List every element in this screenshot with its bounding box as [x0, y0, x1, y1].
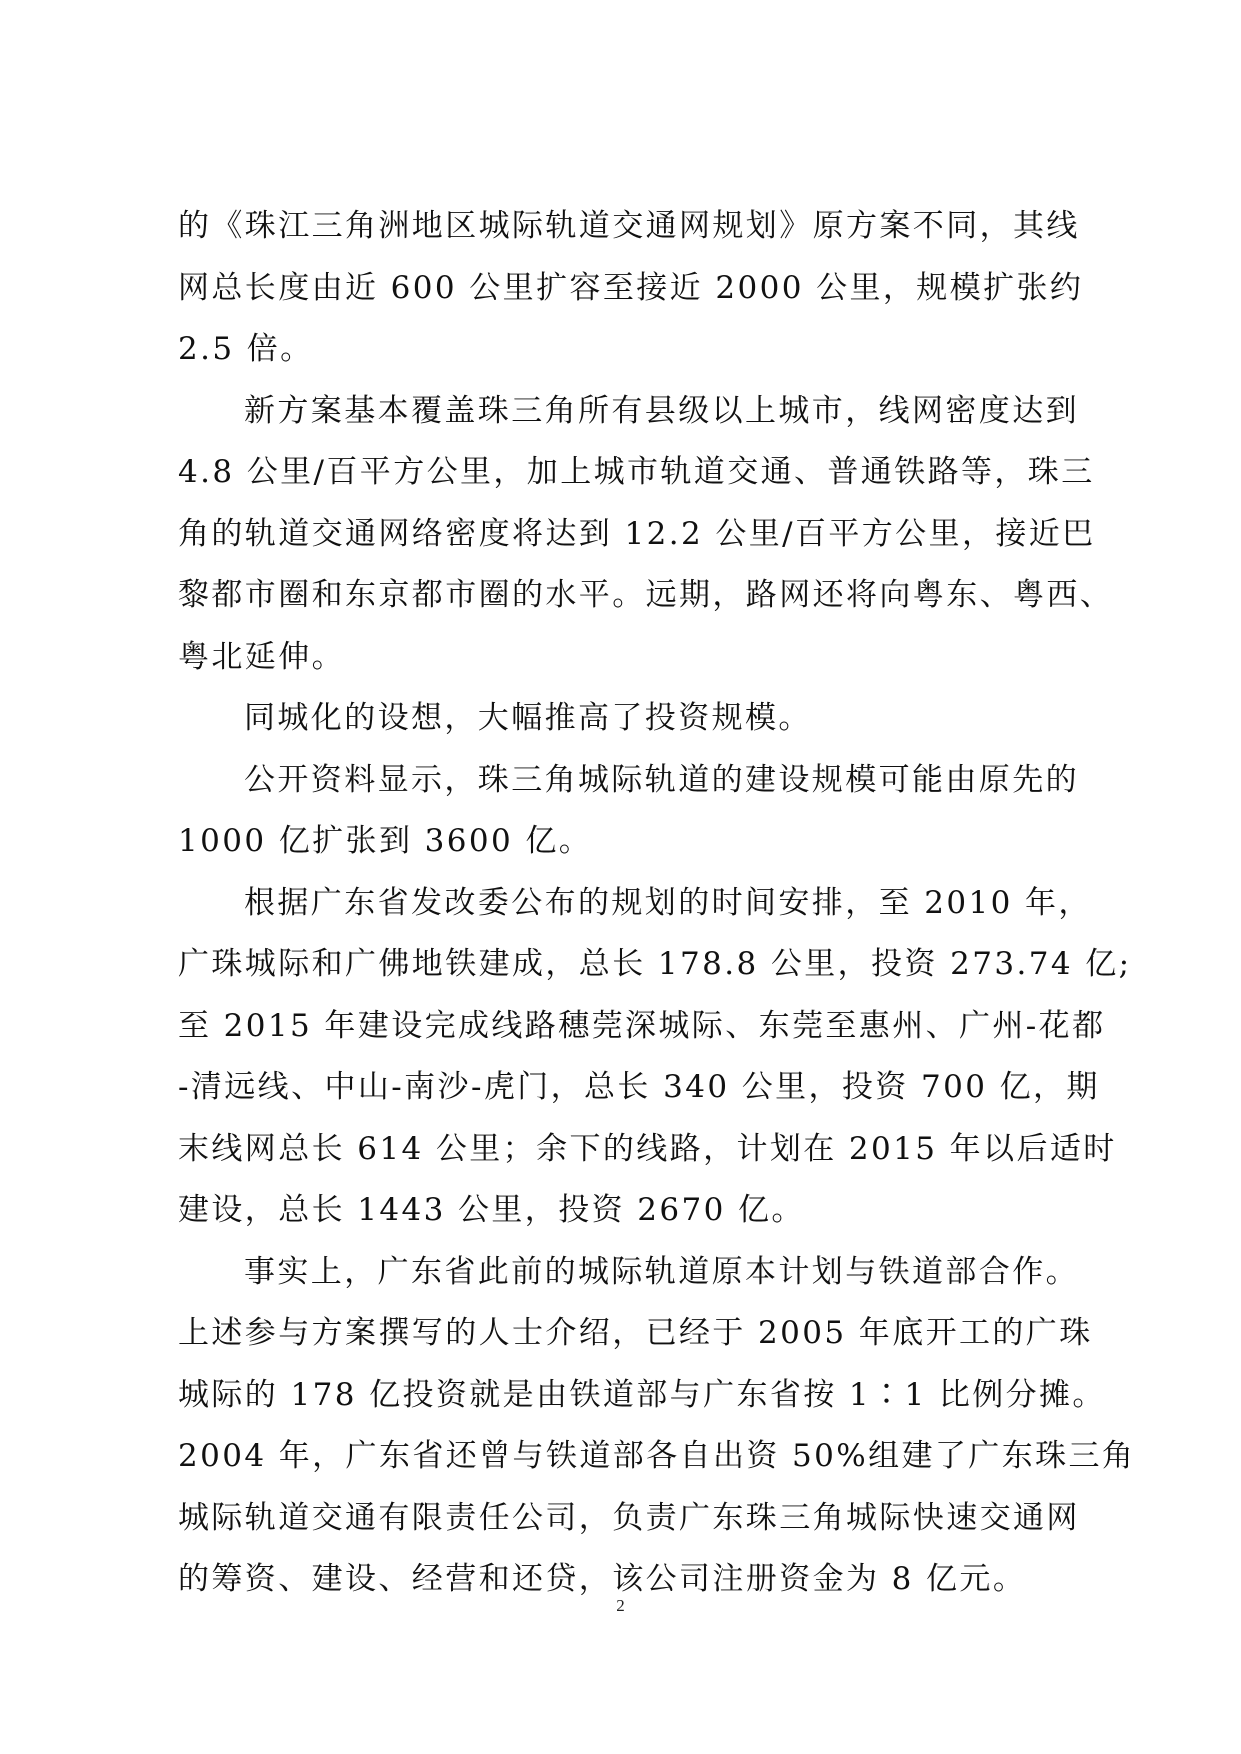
text-line: 粤北延伸。	[178, 638, 345, 675]
text-line: 同城化的设想，大幅推高了投资规模。	[244, 700, 812, 736]
text-line: 1000 亿扩张到 3600 亿。	[178, 823, 593, 859]
text-line: 末线网总长 614 公里；余下的线路，计划在 2015 年以后适时	[178, 1130, 1117, 1167]
text-line: 黎都市圈和东京都市圈的水平。远期，路网还将向粤东、粤西、	[178, 577, 1114, 613]
text-line: 上述参与方案撰写的人士介绍，已经于 2005 年底开工的广珠	[178, 1315, 1093, 1351]
text-line: 城际轨道交通有限责任公司，负责广东珠三角城际快速交通网	[178, 1499, 1080, 1536]
text-line: 城际的 178 亿投资就是由铁道部与广东省按 1∶1 比例分摊。	[178, 1376, 1106, 1413]
text-line: -清远线、中山-南沙-虎门，总长 340 公里，投资 700 亿，期	[178, 1069, 1100, 1105]
text-line: 至 2015 年建设完成线路穗莞深城际、东莞至惠州、广州-花都	[178, 1007, 1106, 1044]
text-line: 广珠城际和广佛地铁建成，总长 178.8 公里，投资 273.74 亿;	[178, 946, 1132, 982]
text-line: 的筹资、建设、经营和还贷，该公司注册资金为 8 亿元。	[178, 1561, 1027, 1597]
text-line: 网总长度由近 600 公里扩容至接近 2000 公里，规模扩张约	[178, 269, 1084, 306]
text-line: 的《珠江三角洲地区城际轨道交通网规划》原方案不同，其线	[178, 208, 1080, 244]
text-line: 新方案基本覆盖珠三角所有县级以上城市，线网密度达到	[244, 392, 1079, 429]
text-line: 4.8 公里/百平方公里，加上城市轨道交通、普通铁路等，珠三	[178, 454, 1095, 490]
body-text	[178, 196, 1136, 1611]
page-number: 2	[616, 1596, 625, 1615]
text-line: 2.5 倍。	[178, 331, 314, 367]
text-line: 角的轨道交通网络密度将达到 12.2 公里/百平方公里，接近巴	[178, 515, 1096, 552]
text-line: 2004 年，广东省还曾与铁道部各自出资 50%组建了广东珠三角	[178, 1438, 1136, 1474]
text-line: 根据广东省发改委公布的规划的时间安排，至 2010 年，	[244, 884, 1092, 921]
text-line: 公开资料显示，珠三角城际轨道的建设规模可能由原先的	[244, 761, 1079, 798]
text-line: 事实上，广东省此前的城际轨道原本计划与铁道部合作。	[244, 1253, 1079, 1290]
text-line: 建设，总长 1443 公里，投资 2670 亿。	[178, 1192, 805, 1228]
